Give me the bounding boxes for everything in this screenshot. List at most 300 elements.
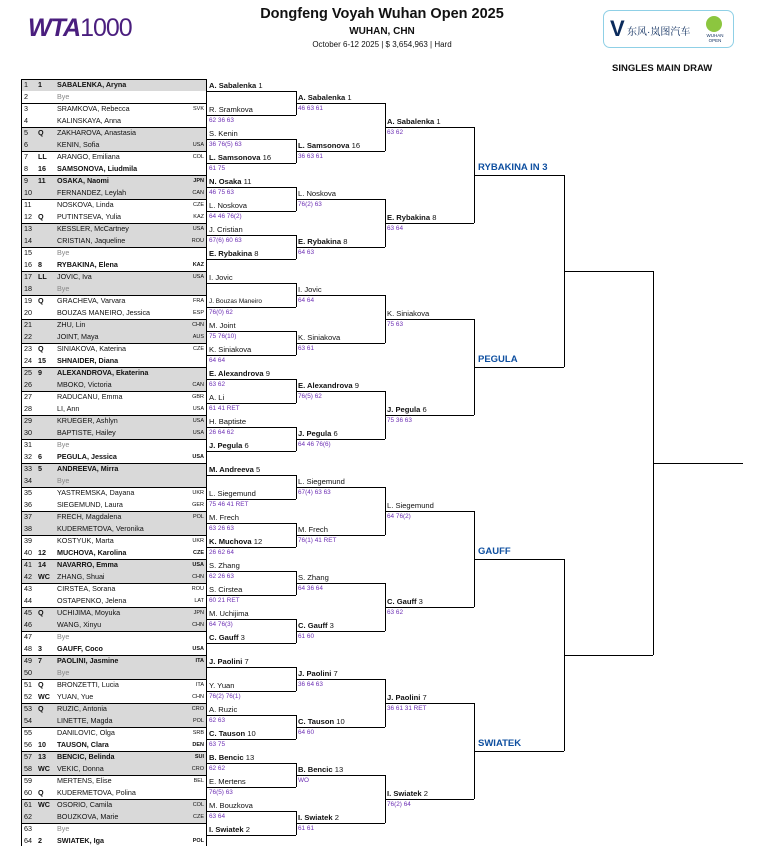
draw-number: 11 (24, 200, 32, 209)
match-score: 46 63 61 (298, 105, 323, 112)
country-code: CZE (193, 550, 204, 556)
bracket-line (385, 583, 386, 631)
winner-name-text: J. Paolini (209, 657, 243, 666)
bracket-line (296, 715, 297, 739)
winner-name-text: L. Samsonova (209, 153, 261, 162)
bracket-line (296, 811, 297, 835)
winner-name-text: C. Gauff (209, 633, 239, 642)
seed: WC (38, 572, 50, 581)
country-code: USA (192, 226, 204, 232)
bracket-line (474, 367, 564, 368)
winner-name (209, 297, 262, 307)
bracket-line (21, 559, 207, 560)
winner-name (209, 633, 245, 643)
winner-name-text: S. Zhang (298, 573, 329, 582)
draw-number: 41 (24, 560, 32, 569)
bracket-line (21, 343, 207, 344)
winner-name (209, 489, 256, 499)
player-row (21, 115, 207, 127)
country-code: POL (192, 838, 204, 844)
match-score: 76(2) 76(1) (209, 693, 241, 700)
player-name: Bye (57, 824, 70, 833)
player-name: PEGULA, Jessica (57, 452, 117, 461)
player-name: YASTREMSKA, Dayana (57, 488, 135, 497)
winner-seed: 10 (336, 717, 345, 726)
player-name: BOUZAS MANEIRO, Jessica (57, 308, 151, 317)
player-row (21, 319, 207, 331)
draw-number: 55 (24, 728, 32, 737)
match-score: 63 61 (298, 345, 314, 352)
player-row (21, 655, 207, 667)
winner-name-text: N. Osaka (209, 177, 242, 186)
winner-name-text: C. Tauson (209, 729, 246, 738)
winner-name-text: S. Zhang (209, 561, 240, 570)
player-row (21, 151, 207, 163)
match-score: 75 76(10) (209, 333, 237, 340)
player-row (21, 559, 207, 571)
winner-name (209, 705, 237, 715)
seed: Q (38, 788, 44, 797)
draw-number: 58 (24, 764, 32, 773)
draw-number: 36 (24, 500, 32, 509)
winner-name (209, 561, 240, 571)
seed: 15 (38, 356, 46, 365)
winner-name (209, 249, 258, 259)
winner-name-text: L. Siegemund (298, 477, 345, 486)
draw-number: 15 (24, 248, 32, 257)
bracket-line (21, 199, 207, 200)
draw-number: 24 (24, 356, 32, 365)
tennis-ball-icon (706, 16, 722, 32)
bracket-line (21, 175, 207, 176)
seed: WC (38, 692, 50, 701)
winner-name (209, 177, 252, 187)
winner-name (209, 825, 250, 835)
bracket-line (21, 751, 207, 752)
country-code: SRB (192, 730, 204, 736)
player-name: JOVIC, Iva (57, 272, 92, 281)
bracket-line (385, 199, 386, 247)
player-row (21, 787, 207, 799)
player-name: NAVARRO, Emma (57, 560, 118, 569)
player-name: Bye (57, 440, 70, 449)
player-row (21, 751, 207, 763)
winner-name (298, 237, 347, 247)
draw-number: 37 (24, 512, 32, 521)
player-name: FRECH, Magdalena (57, 512, 122, 521)
winner-name-text: L. Noskova (209, 201, 247, 210)
match-score: 64 46 76(6) (298, 441, 331, 448)
player-row (21, 799, 207, 811)
country-code: BEL (193, 778, 204, 784)
match-score: 67(6) 60 63 (209, 237, 242, 244)
winner-name (209, 537, 262, 547)
match-score: 36 61 31 RET (387, 705, 427, 712)
match-score: 64 60 (298, 729, 314, 736)
winner-seed: 12 (253, 537, 263, 546)
winner-name (209, 153, 271, 163)
match-score: 26 62 64 (209, 549, 234, 556)
winner-name (209, 801, 253, 811)
winner-seed: 13 (334, 765, 344, 774)
draw-number: 6 (24, 140, 28, 149)
country-code: CHN (192, 622, 204, 628)
winner-seed: 2 (423, 789, 428, 798)
winner-name (298, 333, 340, 343)
draw-number: 64 (24, 836, 32, 845)
winner-name (209, 129, 238, 139)
country-code: SVK (192, 106, 204, 112)
player-row (21, 295, 207, 307)
winner-name (298, 93, 352, 103)
bracket-line (21, 631, 207, 632)
country-code: JPN (193, 178, 204, 184)
bracket-line (474, 319, 475, 415)
seed: LL (38, 152, 47, 161)
player-name: SWIATEK, Iga (57, 836, 104, 845)
match-score: 64 76(2) (387, 513, 411, 520)
player-name: ALEXANDROVA, Ekaterina (57, 368, 149, 377)
player-row (21, 259, 207, 271)
winner-name-text: M. Andreeva (209, 465, 254, 474)
player-row (21, 379, 207, 391)
player-name: NOSKOVA, Linda (57, 200, 114, 209)
winner-name-text: C. Gauff (298, 621, 328, 630)
player-row (21, 355, 207, 367)
bracket-line (21, 487, 207, 488)
seed: 10 (38, 740, 46, 749)
country-code: POL (192, 514, 204, 520)
winner-name-text: E. Alexandrova (298, 381, 353, 390)
bracket-line (474, 751, 564, 752)
winner-name (209, 369, 270, 379)
player-name: KENIN, Sofia (57, 140, 100, 149)
bracket-line (207, 667, 296, 668)
winner-seed: 6 (244, 441, 249, 450)
country-code: SUI (194, 754, 204, 760)
player-row (21, 175, 207, 187)
seed: 14 (38, 560, 46, 569)
player-row (21, 331, 207, 343)
player-row (21, 199, 207, 211)
player-row (21, 763, 207, 775)
bracket-line (296, 427, 297, 451)
bracket-line (207, 283, 296, 284)
quarterfinal-result: PEGULA (478, 354, 518, 365)
bracket-line (21, 439, 207, 440)
bracket-line (207, 475, 296, 476)
winner-name-text: J. Pegula (387, 405, 421, 414)
match-score: 26 64 62 (209, 429, 234, 436)
player-name: Bye (57, 92, 70, 101)
player-row (21, 679, 207, 691)
country-code: USA (192, 454, 204, 460)
country-code: COL (192, 154, 204, 160)
seed: 2 (38, 836, 42, 845)
bracket-line (21, 775, 207, 776)
player-row (21, 391, 207, 403)
draw-number: 13 (24, 224, 32, 233)
winner-name (209, 585, 242, 595)
winner-name-text: C. Gauff (387, 597, 417, 606)
match-score: 64 46 76(2) (209, 213, 242, 220)
seed: 8 (38, 260, 42, 269)
seed: WC (38, 764, 50, 773)
player-name: KALINSKAYA, Anna (57, 116, 122, 125)
player-name: ZAKHAROVA, Anastasia (57, 128, 136, 137)
bracket-line (21, 103, 207, 104)
player-row (21, 511, 207, 523)
winner-name-text: J. Pegula (298, 429, 332, 438)
draw-number: 21 (24, 320, 32, 329)
draw-number: 61 (24, 800, 32, 809)
winner-seed: 9 (265, 369, 270, 378)
bracket-line (385, 775, 386, 823)
player-row (21, 79, 207, 91)
winner-name (298, 765, 343, 775)
player-name: WANG, Xinyu (57, 620, 102, 629)
bracket-line (296, 667, 297, 691)
player-row (21, 403, 207, 415)
draw-number: 7 (24, 152, 28, 161)
match-score: 76(2) 64 (387, 801, 411, 808)
player-row (21, 715, 207, 727)
country-code: ROU (191, 586, 204, 592)
match-score: 62 62 (209, 765, 225, 772)
winner-name-text: I. Jovic (209, 273, 233, 282)
player-row (21, 283, 207, 295)
bracket-line (474, 127, 475, 223)
winner-name-text: K. Siniakova (298, 333, 341, 342)
draw-number: 22 (24, 332, 32, 341)
player-row (21, 91, 207, 103)
bracket-line (21, 295, 207, 296)
draw-number: 17 (24, 272, 32, 281)
winner-name (209, 777, 246, 787)
winner-name-text: I. Swiatek (298, 813, 333, 822)
draw-number: 39 (24, 536, 32, 545)
seed: Q (38, 680, 44, 689)
seed: Q (38, 344, 44, 353)
player-name: SRAMKOVA, Rebecca (57, 104, 130, 113)
winner-name (209, 105, 253, 115)
player-row (21, 463, 207, 475)
player-row (21, 571, 207, 583)
player-name: CIRSTEA, Sorana (57, 584, 116, 593)
player-row (21, 487, 207, 499)
player-name: TAUSON, Clara (57, 740, 109, 749)
winner-name-text: S. Cirstea (209, 585, 243, 594)
player-name: MBOKO, Victoria (57, 380, 112, 389)
player-row (21, 535, 207, 547)
seed: 16 (38, 164, 46, 173)
winner-name-text: R. Sramkova (209, 105, 253, 114)
winner-seed: 9 (354, 381, 359, 390)
draw-number: 8 (24, 164, 28, 173)
winner-name-text: K. Muchova (209, 537, 252, 546)
tournament-info: October 6-12 2025 | $ 3,654,963 | Hard (312, 40, 452, 49)
seed: Q (38, 704, 44, 713)
player-name: JOINT, Maya (57, 332, 99, 341)
player-row (21, 247, 207, 259)
draw-number: 4 (24, 116, 28, 125)
player-name: Bye (57, 668, 70, 677)
player-name: GAUFF, Coco (57, 644, 103, 653)
seed: 9 (38, 368, 42, 377)
winner-name-text: E. Rybakina (298, 237, 342, 246)
winner-name (298, 429, 338, 439)
winner-name-text: S. Kenin (209, 129, 238, 138)
bracket-line (296, 283, 297, 307)
bracket-line (564, 271, 653, 272)
winner-name (298, 669, 338, 679)
draw-number: 32 (24, 452, 32, 461)
winner-seed: 13 (245, 753, 255, 762)
country-code: AUS (192, 334, 204, 340)
player-name: SIEGEMUND, Laura (57, 500, 123, 509)
draw-number: 35 (24, 488, 32, 497)
winner-name-text: A. Sabalenka (209, 81, 257, 90)
bracket-line (385, 295, 386, 343)
winner-name-text: I. Jovic (298, 285, 322, 294)
bracket-line (385, 679, 386, 727)
player-row (21, 703, 207, 715)
player-row (21, 811, 207, 823)
winner-name (298, 477, 345, 487)
match-score: 75 36 63 (387, 417, 412, 424)
player-row (21, 739, 207, 751)
player-name: UCHIJIMA, Moyuka (57, 608, 121, 617)
country-code: USA (192, 562, 204, 568)
seed: LL (38, 272, 47, 281)
match-score: 61 61 (298, 825, 314, 832)
winner-name-text: L. Samsonova (298, 141, 350, 150)
winner-name-text: L. Siegemund (209, 489, 256, 498)
match-score: 61 60 (298, 633, 314, 640)
player-name: OSTAPENKO, Jelena (57, 596, 127, 605)
bracket-line (296, 139, 297, 163)
country-code: CAN (192, 382, 204, 388)
player-name: OSAKA, Naomi (57, 176, 109, 185)
country-code: CHN (192, 694, 204, 700)
winner-seed: 8 (343, 237, 348, 246)
player-name: KUDERMETOVA, Veronika (57, 524, 144, 533)
winner-name (209, 417, 246, 427)
draw-number: 9 (24, 176, 28, 185)
winner-name-text: L. Siegemund (387, 501, 434, 510)
match-score: 63 62 (387, 129, 403, 136)
winner-name (298, 285, 322, 295)
country-code: CHN (192, 574, 204, 580)
winner-name (209, 201, 247, 211)
bracket-line (296, 187, 297, 211)
winner-name-text: A. Li (209, 393, 225, 402)
draw-number: 47 (24, 632, 32, 641)
seed: Q (38, 128, 44, 137)
player-row (21, 475, 207, 487)
winner-seed: 1 (347, 93, 352, 102)
bracket-line (21, 319, 207, 320)
player-name: GRACHEVA, Varvara (57, 296, 126, 305)
draw-number: 25 (24, 368, 32, 377)
country-code: JPN (193, 610, 204, 616)
player-row (21, 103, 207, 115)
bracket-line (21, 151, 207, 152)
player-row (21, 823, 207, 835)
player-name: PAOLINI, Jasmine (57, 656, 119, 665)
player-name: LI, Ann (57, 404, 80, 413)
winner-name-text: M. Uchijima (209, 609, 249, 618)
bracket-line (21, 511, 207, 512)
match-score: 76(5) 62 (298, 393, 322, 400)
player-row (21, 211, 207, 223)
country-code: USA (192, 406, 204, 412)
player-name: MUCHOVA, Karolina (57, 548, 127, 557)
wta-logo: WTA1000 (28, 14, 132, 42)
draw-number: 49 (24, 656, 32, 665)
winner-seed: 6 (333, 429, 338, 438)
bracket-line (21, 607, 207, 608)
player-row (21, 691, 207, 703)
winner-seed: 7 (333, 669, 338, 678)
draw-number: 42 (24, 572, 32, 581)
player-name: SHNAIDER, Diana (57, 356, 119, 365)
winner-name-text: J. Cristian (209, 225, 243, 234)
draw-number: 57 (24, 752, 32, 761)
winner-name-text: Y. Yuan (209, 681, 235, 690)
winner-name (209, 753, 254, 763)
winner-name (298, 621, 334, 631)
bracket-line (385, 487, 386, 535)
winner-name-text: A. Sabalenka (387, 117, 435, 126)
player-name: KESSLER, McCartney (57, 224, 129, 233)
match-score: 36 76(5) 63 (209, 141, 242, 148)
bracket-line (296, 619, 297, 643)
country-code: LAT (194, 598, 204, 604)
winner-seed: 3 (329, 621, 334, 630)
draw-number: 63 (24, 824, 32, 833)
quarterfinal-result: SWIATEK (478, 738, 522, 749)
player-name: BRONZETTI, Lucia (57, 680, 119, 689)
draw-number: 26 (24, 380, 32, 389)
seed: Q (38, 608, 44, 617)
winner-name (387, 597, 423, 607)
player-row (21, 595, 207, 607)
draw-number: 23 (24, 344, 32, 353)
player-name: OSORIO, Camila (57, 800, 113, 809)
match-score: 61 75 (209, 165, 225, 172)
player-name: CRISTIAN, Jaqueline (57, 236, 126, 245)
match-score: 76(5) 63 (209, 789, 233, 796)
winner-name (209, 225, 243, 235)
bracket-line (564, 655, 653, 656)
winner-name-text: I. Swiatek (387, 789, 422, 798)
draw-number: 28 (24, 404, 32, 413)
match-score: 63 26 63 (209, 525, 234, 532)
draw-number: 27 (24, 392, 32, 401)
match-score: 75 63 (387, 321, 403, 328)
sponsor-sub: WUHAN OPEN (706, 33, 724, 43)
country-code: USA (192, 274, 204, 280)
player-row (21, 127, 207, 139)
player-name: KUDERMETOVA, Polina (57, 788, 136, 797)
seed: WC (38, 800, 50, 809)
winner-name-text: A. Sabalenka (298, 93, 346, 102)
bracket-line (385, 103, 386, 151)
draw-number: 14 (24, 236, 32, 245)
voyah-icon: V (610, 16, 625, 41)
match-score: 76(0) 62 (209, 309, 233, 316)
